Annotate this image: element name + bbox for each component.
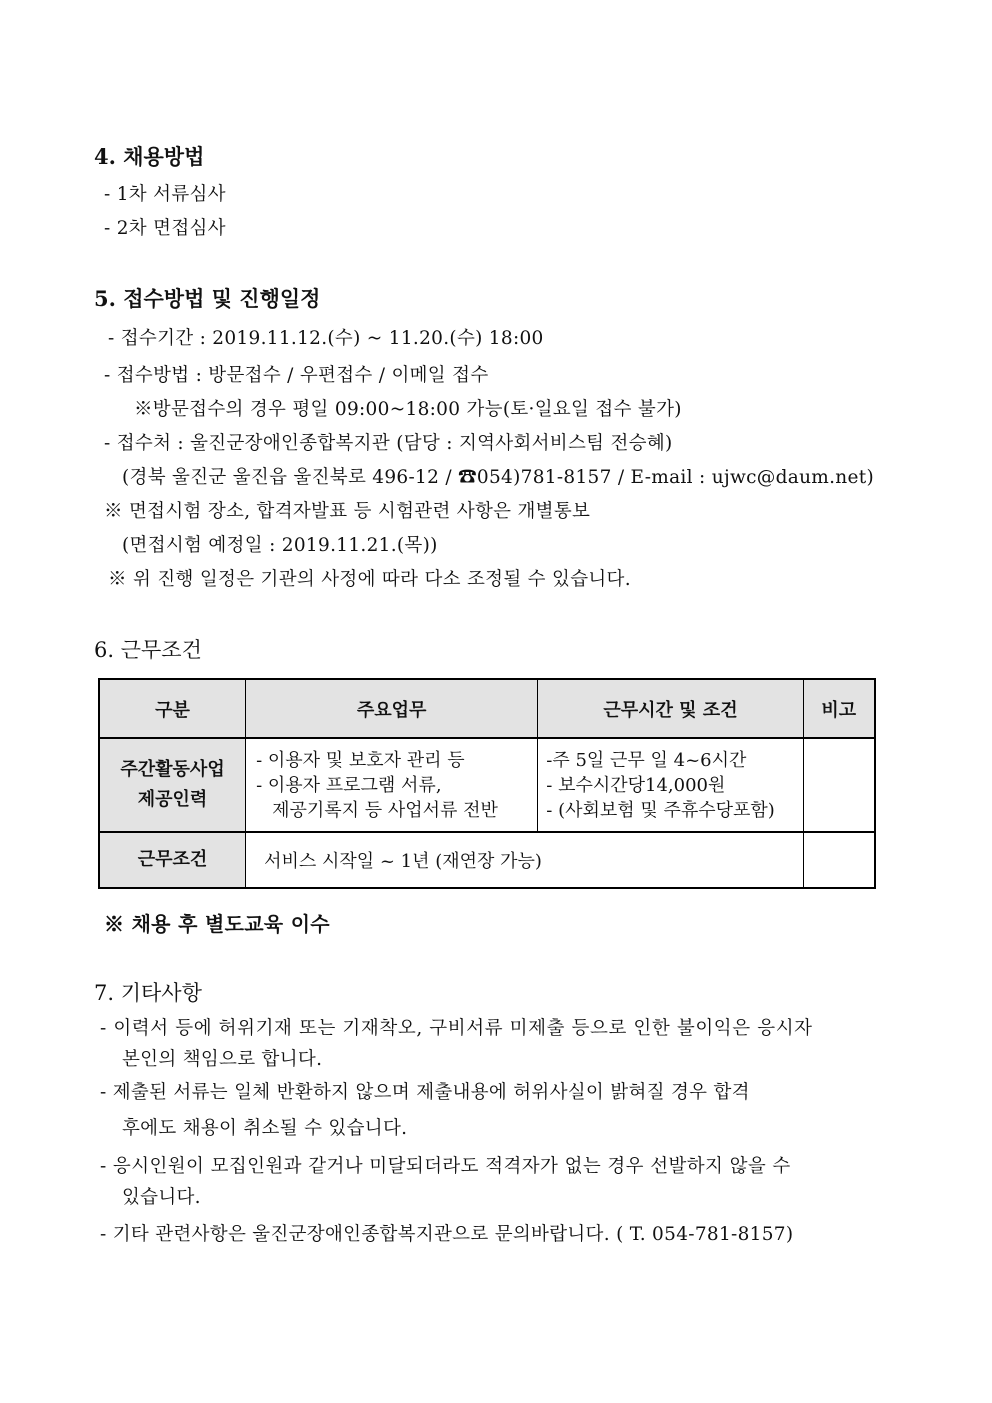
condition-line-1: -주 5일 근무 일 4~6시간: [546, 749, 747, 771]
interview-date: (면접시험 예정일 : 2019.11.21.(목)): [122, 535, 438, 556]
misc-item-2-line-1: - 제출된 서류는 일체 반환하지 않으며 제출내용에 허위사실이 밝혀질 경우 합격: [100, 1082, 750, 1103]
section-6-title: 6. 근무조건: [94, 638, 202, 662]
misc-item-1-line-2: 본인의 책임으로 합니다.: [122, 1049, 323, 1070]
work-conditions-table: [98, 678, 876, 889]
interview-notice: ※ 면접시험 장소, 합격자발표 등 시험관련 사항은 개별통보: [104, 501, 591, 522]
application-address: (경북 울진군 울진읍 울진북로 496-12 / ☎054)781-8157 / E-mail : ujwc@daum.net): [122, 467, 875, 488]
note-cell: [803, 832, 875, 888]
application-period: - 접수기간 : 2019.11.12.(수) ~ 11.20.(수) 18:00: [108, 328, 544, 349]
condition-line-2: - 보수시간당14,000원: [546, 774, 726, 796]
section-5-title: 5. 접수방법 및 진행일정: [94, 286, 321, 311]
visit-note: ※방문접수의 경우 평일 09:00~18:00 가능(토·일요일 접수 불가): [134, 399, 682, 420]
note-cell: [803, 738, 875, 832]
duty-line-3: 제공기록지 등 사업서류 전반: [272, 799, 498, 821]
condition-line-3: - (사회보험 및 주휴수당포함): [546, 799, 775, 821]
header-category: 구분: [99, 679, 246, 738]
misc-item-4: - 기타 관련사항은 울진군장애인종합복지관으로 문의바랍니다. ( T. 054-781-8157): [100, 1224, 794, 1245]
term-value-cell: 서비스 시작일 ~ 1년 (재연장 가능): [246, 832, 804, 888]
schedule-notice: ※ 위 진행 일정은 기관의 사정에 따라 다소 조정될 수 있습니다.: [108, 569, 631, 590]
row-label-cell: [99, 738, 246, 832]
misc-item-3-line-1: - 응시인원이 모집인원과 같거나 미달되더라도 적격자가 없는 경우 선발하지 않을 수: [100, 1156, 791, 1177]
row-label-cell: 근무조건: [99, 832, 246, 888]
header-conditions: 근무시간 및 조건: [538, 679, 803, 738]
duty-line-2: - 이용자 프로그램 서류,: [256, 774, 442, 796]
misc-item-2-line-2: 후에도 채용이 취소될 수 있습니다.: [122, 1118, 408, 1139]
header-duties: 주요업무: [246, 679, 538, 738]
section-7-title: 7. 기타사항: [94, 981, 202, 1005]
section-4-item-2: - 2차 면접심사: [104, 218, 226, 239]
section-4-item-1: - 1차 서류심사: [104, 184, 226, 205]
application-place: - 접수처 : 울진군장애인종합복지관 (담당 : 지역사회서비스팀 전승혜): [104, 433, 673, 454]
row-label-line-2: 제공인력: [137, 789, 208, 810]
table-row: [99, 832, 875, 888]
table-header-row: [99, 679, 875, 738]
conditions-cell: [538, 738, 803, 832]
duty-line-1: - 이용자 및 보호자 관리 등: [256, 749, 465, 771]
training-note: ※ 채용 후 별도교육 이수: [104, 912, 330, 936]
duties-cell: [246, 738, 538, 832]
section-4-title: 4. 채용방법: [94, 144, 205, 169]
table-row: [99, 738, 875, 832]
misc-item-1-line-1: - 이력서 등에 허위기재 또는 기재착오, 구비서류 미제출 등으로 인한 불이익은 응시자: [100, 1018, 813, 1039]
row-label-line-1: 주간활동사업: [120, 759, 225, 780]
header-note: 비고: [803, 679, 875, 738]
application-method: - 접수방법 : 방문접수 / 우편접수 / 이메일 접수: [104, 365, 489, 386]
misc-item-3-line-2: 있습니다.: [122, 1187, 201, 1208]
